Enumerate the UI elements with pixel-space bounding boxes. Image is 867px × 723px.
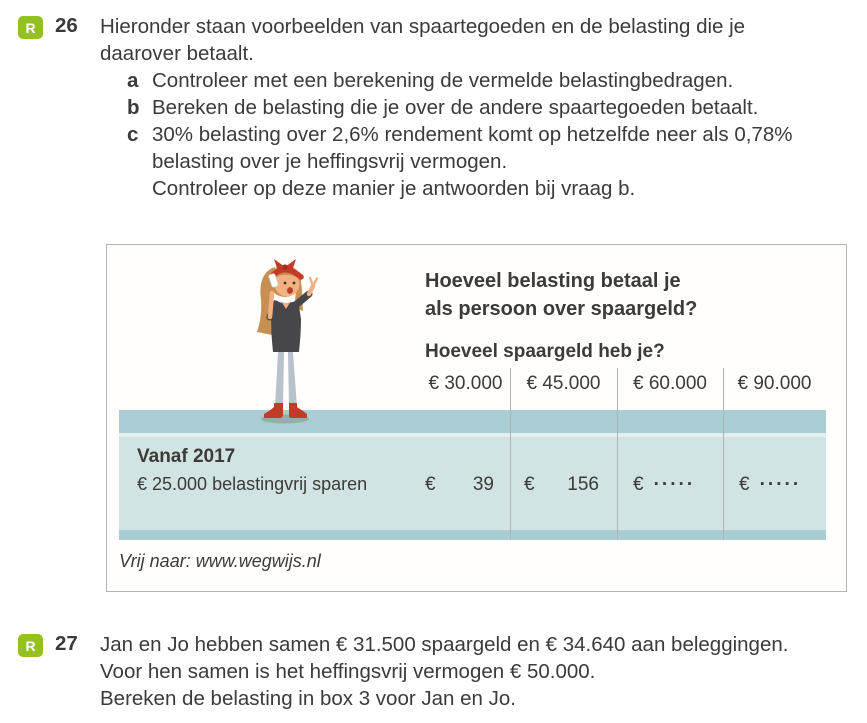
row-label: Vanaf 2017 (137, 446, 236, 467)
exercise26-item-c-label: c (127, 123, 139, 146)
exercise27-line2: Voor hen samen is het heffingsvrij vermogen € 50.000. (100, 660, 596, 683)
badge-letter: R (25, 19, 36, 36)
exercise26-item-c-line2: belasting over je heffingsvrij vermogen. (152, 150, 508, 173)
girl-on-phone-illustration (245, 259, 333, 433)
value-amount-blank: ····· (759, 474, 802, 495)
exercise26-item-b-text: Bereken de belasting die je over de andere spaartegoeden betaalt. (152, 96, 759, 119)
exercise26-item-b-label: b (127, 96, 140, 119)
value-amount-blank: ····· (653, 474, 696, 495)
row-sublabel: € 25.000 belastingvrij sparen (137, 474, 368, 494)
table-band-bottom-strip (119, 530, 826, 540)
exercise27-number: 27 (55, 632, 78, 655)
figure-title-line1: Hoeveel belasting betaal je (425, 270, 681, 292)
exercise26-r-badge (18, 16, 43, 39)
infographic-box (106, 244, 847, 592)
euro-sign: € (524, 474, 535, 495)
exercise26-intro-line1: Hieronder staan voorbeelden van spaartegoeden en de belasting die je (100, 15, 746, 38)
value-cell-30000 (421, 471, 510, 499)
euro-sign: € (425, 474, 436, 495)
column-header-60000: € 60.000 (633, 373, 707, 394)
value-amount: 156 (567, 474, 599, 495)
exercise26-item-a-label: a (127, 69, 139, 92)
column-header-45000: € 45.000 (526, 373, 601, 394)
value-cell-60000 (617, 471, 723, 499)
exercise27-line3: Bereken de belasting in box 3 voor Jan en Jo. (100, 687, 516, 710)
source-note: Vrij naar: www.wegwijs.nl (119, 551, 321, 571)
value-amount: 39 (472, 474, 494, 495)
value-cell-45000 (510, 471, 617, 499)
exercise27-r-badge (18, 634, 43, 657)
value-cell-90000 (723, 471, 826, 499)
exercise26-intro-line2: daarover betaalt. (100, 42, 254, 65)
exercise26-item-c-line3: Controleer op deze manier je antwoorden bij vraag b. (152, 177, 636, 200)
exercise27-line1: Jan en Jo hebben samen € 31.500 spaargeld en € 34.640 aan beleggingen. (100, 633, 789, 656)
badge-letter: R (25, 637, 36, 654)
column-header-90000: € 90.000 (737, 373, 812, 394)
column-header-30000: € 30.000 (428, 373, 503, 394)
table-band-top-strip (119, 410, 826, 433)
euro-sign: € (633, 474, 644, 495)
exercise26-number: 26 (55, 14, 78, 37)
figure-title-line2: als persoon over spaargeld? (425, 298, 698, 320)
euro-sign: € (739, 474, 750, 495)
exercise26-item-a-text: Controleer met een berekening de vermelde belastingbedragen. (152, 69, 734, 92)
exercise26-item-c-line1: 30% belasting over 2,6% rendement komt op hetzelfde neer als 0,78% (152, 123, 793, 146)
figure-subtitle: Hoeveel spaargeld heb je? (425, 341, 665, 362)
